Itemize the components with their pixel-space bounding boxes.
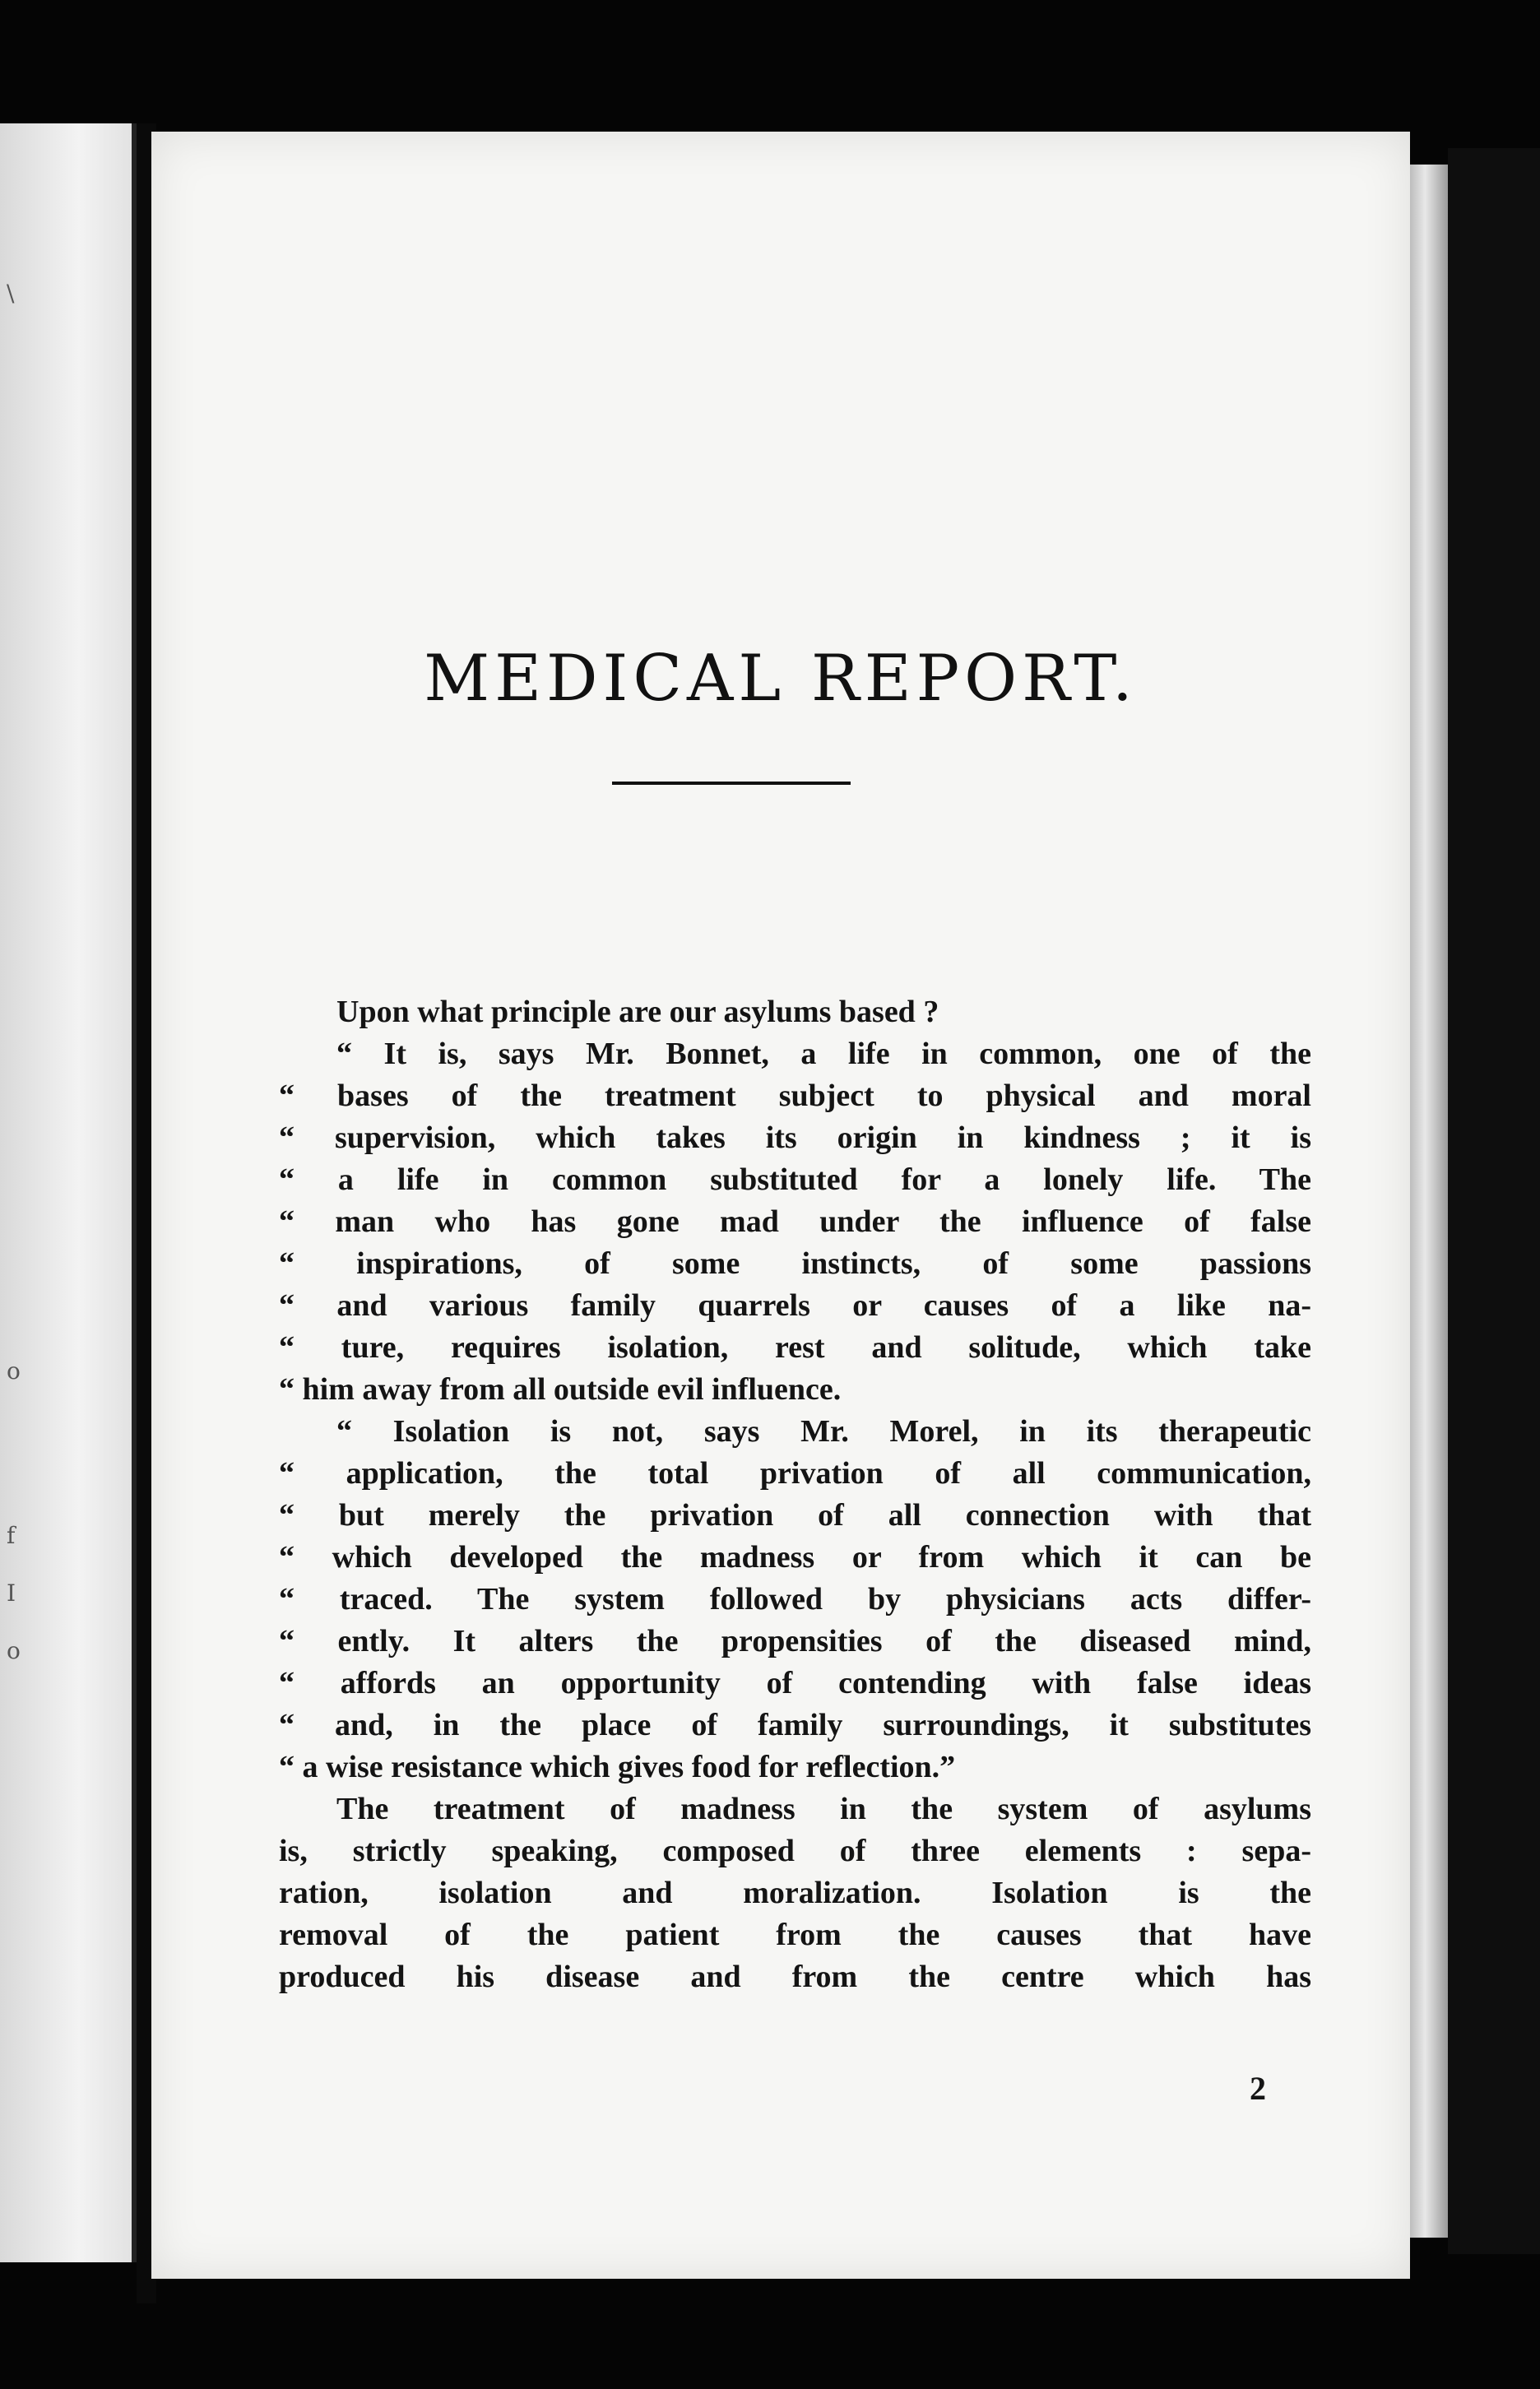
text-line: “ bases of the treatment subject to physical and moral [279,1079,1311,1113]
text-line: produced his disease and from the centre which has [279,1960,1311,1994]
text-line: “ ture, requires isolation, rest and solitude, which take [279,1330,1311,1365]
text-line: “ a wise resistance which gives food for reflection.” [279,1750,956,1784]
text-line: “ a life in common substituted for a lonely life. The [279,1162,1311,1197]
margin-mark: \ [7,280,15,307]
text-line: ration, isolation and moralization. Isolation is the [279,1876,1311,1910]
facing-page-edge [0,123,137,2262]
text-line: The treatment of madness in the system of asylums [336,1792,1311,1826]
text-line: “ man who has gone mad under the influence of false [279,1204,1311,1239]
title-rule [612,782,851,785]
margin-mark: o [7,1637,21,1664]
background-shadow [1448,148,1540,2254]
text-line: “ and various family quarrels or causes of a like na- [279,1288,1311,1323]
body-text [279,991,1311,1998]
text-line: “ application, the total privation of all communication, [279,1456,1311,1491]
text-line: “ but merely the privation of all connection with that [279,1498,1311,1533]
text-line: “ supervision, which takes its origin in kindness ; it is [279,1120,1311,1155]
page-stack-edge [1410,165,1448,2238]
text-line: “ Isolation is not, says Mr. Morel, in its therapeutic [336,1414,1311,1449]
margin-mark: f [7,1522,16,1549]
text-line: “ inspirations, of some instincts, of some passions [279,1246,1311,1281]
text-line: removal of the patient from the causes that have [279,1918,1311,1952]
page-title: MEDICAL REPORT. [424,642,1138,716]
text-line: “ which developed the madness or from which it can be [279,1540,1311,1575]
text-line: “ him away from all outside evil influence. [279,1372,842,1407]
book-page [151,132,1410,2279]
text-line: is, strictly speaking, composed of three elements : sepa- [279,1834,1311,1868]
text-line: “ and, in the place of family surroundings, it substitutes [279,1708,1311,1742]
margin-mark: I [7,1580,16,1607]
text-line: “ ently. It alters the propensities of the diseased mind, [279,1624,1311,1658]
margin-mark: o [7,1357,21,1385]
text-line: “ It is, says Mr. Bonnet, a life in common, one of the [336,1037,1311,1071]
text-line: “ affords an opportunity of contending with false ideas [279,1666,1311,1700]
page-number: 2 [1250,2070,1266,2107]
text-line: Upon what principle are our asylums based ? [336,995,939,1029]
text-line: “ traced. The system followed by physicians acts differ- [279,1582,1311,1617]
